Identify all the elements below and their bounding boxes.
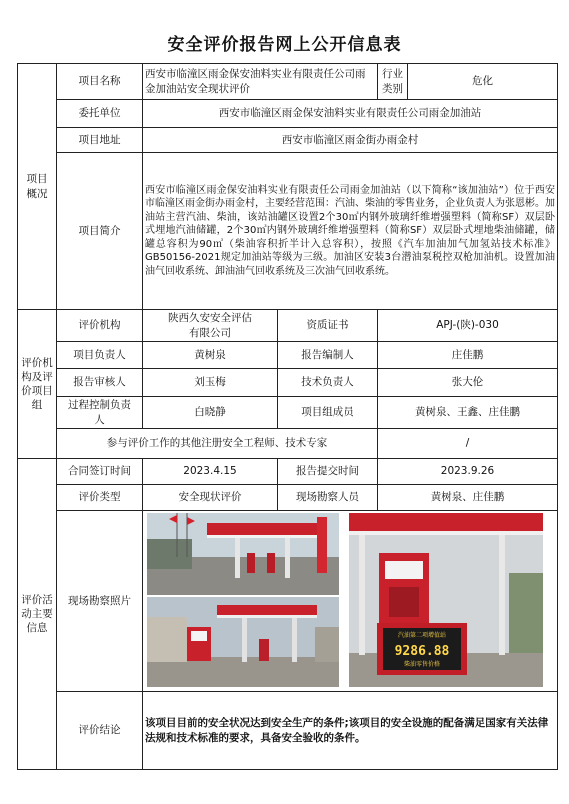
type-label: 评价类型 xyxy=(57,485,143,511)
intro-label: 项目简介 xyxy=(57,153,143,310)
client-label: 委托单位 xyxy=(57,100,143,128)
price-sign-header: 汽油第二项增值站 xyxy=(397,632,447,639)
pm-value: 黄树泉 xyxy=(143,342,278,369)
site-photos xyxy=(147,513,553,689)
members-label: 项目组成员 xyxy=(278,397,378,429)
type-value: 安全现状评价 xyxy=(143,485,278,511)
contract-value: 2023.4.15 xyxy=(143,459,278,485)
photos-cell xyxy=(143,511,558,692)
survey-label: 现场勘察人员 xyxy=(278,485,378,511)
address-value: 西安市临潼区雨金街办雨金村 xyxy=(143,128,558,153)
photos-label: 现场勘察照片 xyxy=(57,511,143,692)
submit-value: 2023.9.26 xyxy=(378,459,558,485)
tech-value: 张大伦 xyxy=(378,369,558,397)
cert-value: APJ-(陕)-030 xyxy=(378,310,558,342)
price-sign-footer: 柴油零售价格 xyxy=(403,661,441,668)
page-title: 安全评价报告网上公开信息表 xyxy=(167,35,402,55)
writer-label: 报告编制人 xyxy=(278,342,378,369)
members-value: 黄树泉、王鑫、庄佳鹏 xyxy=(378,397,558,429)
org-label: 评价机构 xyxy=(57,310,143,342)
client-value: 西安市临潼区雨金保安油料实业有限责任公司雨金加油站 xyxy=(143,100,558,128)
org-value: 陕西久安安全评估 有限公司 xyxy=(143,310,278,342)
process-label: 过程控制负责 人 xyxy=(57,397,143,429)
site-photo-station xyxy=(147,597,339,687)
section-label-activity: 评价活 动主要 信息 xyxy=(18,459,57,770)
project-name-label: 项目名称 xyxy=(57,64,143,100)
conclusion-value: 该项目目前的安全状况达到安全生产的条件;该项目的安全设施的配备满足国家有关法律法规和技术标准的要求，具备安全验收的条件。 xyxy=(143,692,558,770)
others-value: / xyxy=(378,429,558,459)
intro-value: 西安市临潼区雨金保安油料实业有限责任公司雨金加油站（以下简称“该加油站”）位于西安市临潼区雨金街办雨金村，主要经营范围：汽油、柴油的零售业务，企业负责人为张恩彬。加油站主营汽油、柴油，该站油罐区设置2个30㎥内钢外玻璃纤维增强塑料（简称SF）双层卧式埋地汽油储罐，2个30㎥内钢外玻璃纤维增强塑料（简称SF）双层卧式埋地柴油储罐，储罐总容积为90㎥（柴油容积折半计入总容积），按照《汽车加油加气加氢站技术标准》GB50156-2021规定加油站等级为三级。加油区安装3台潜油泵税控双枪加油机。设置加油油气回收系统、卸油油气回收系统及三次油气回收系统。 xyxy=(143,153,558,310)
industry-value: 危化 xyxy=(408,64,558,100)
reviewer-label: 报告审核人 xyxy=(57,369,143,397)
info-table xyxy=(17,63,558,770)
submit-label: 报告提交时间 xyxy=(278,459,378,485)
price-sign-number: 9286.88 xyxy=(394,644,450,659)
site-photo-dispenser xyxy=(349,513,543,687)
survey-value: 黄树泉、庄佳鹏 xyxy=(378,485,558,511)
contract-label: 合同签订时间 xyxy=(57,459,143,485)
writer-value: 庄佳鹏 xyxy=(378,342,558,369)
process-value: 白晓静 xyxy=(143,397,278,429)
industry-label: 行业类别 xyxy=(378,64,408,100)
project-name-value: 西安市临潼区雨金保安油料实业有限责任公司雨金加油站安全现状评价 xyxy=(143,64,378,100)
site-photo-canopy xyxy=(147,513,339,595)
others-label: 参与评价工作的其他注册安全工程师、技术专家 xyxy=(57,429,378,459)
cert-label: 资质证书 xyxy=(278,310,378,342)
section-label-org: 评价机 构及评 价项目 组 xyxy=(18,310,57,459)
reviewer-value: 刘玉梅 xyxy=(143,369,278,397)
address-label: 项目地址 xyxy=(57,128,143,153)
tech-label: 技术负责人 xyxy=(278,369,378,397)
pm-label: 项目负责人 xyxy=(57,342,143,369)
conclusion-label: 评价结论 xyxy=(57,692,143,770)
section-label-project: 项目 概况 xyxy=(18,64,57,310)
